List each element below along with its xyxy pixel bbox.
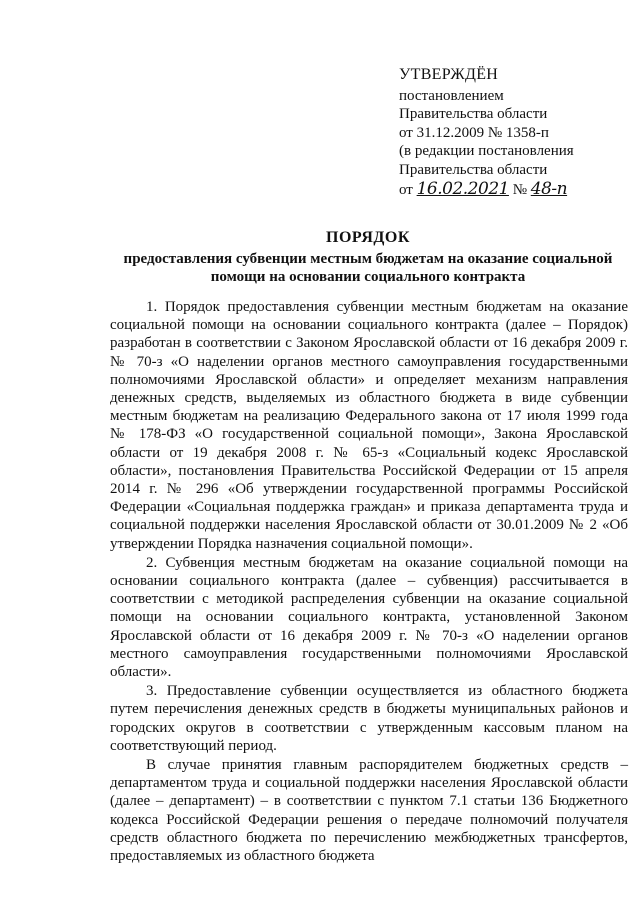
paragraph: 2. Субвенция местным бюджетам на оказание социальной помощи на основании социального контракта (далее – субвенция) рассчитывается в соответствии с методикой распределения субвенции на оказание социальной помощи на основании социального контракта, установленной Законом Ярославской области от 16 декабря 2009 г. № 70-з «О наделении органов местного самоуправления государственными полномочиями Ярославской области». (110, 554, 628, 681)
approval-line: от 31.12.2009 № 1358-п (399, 124, 549, 141)
document-title: ПОРЯДОК (326, 229, 410, 246)
paragraph: 3. Предоставление субвенции осуществляется из областного бюджета путем перечисления денежных средств в бюджеты муниципальных районов и городских округов в соответствии с утвержденным кассовым планом на соответствующий период. (110, 683, 628, 754)
paragraph: 1. Порядок предоставления субвенции местным бюджетам на оказание социальной помощи на основании социального контракта (далее – Порядок) разработан в соответствии с Законом Ярославской области от 16 декабря 2009 г. № 70-з «О наделении органов местного самоуправления государственными полномочиями Ярославской области» и определяет механизм направления денежных средств, выделяемых из областного бюджета в виде субвенции местным бюджетам на реализацию Федерального закона от 17 июля 1999 года № 178-ФЗ «О государственной социальной помощи», Закона Ярославской области от 19 декабря 2008 г. № 65-з «Социальный кодекс Ярославской области», постановления Правительства Российской Федерации от 15 апреля 2014 г. № 296 «Об утверждении государственной программы Российской Федерации «Социальная поддержка граждан» и приказа департамента труда и социальной поддержки населения Ярославской области от 30.01.2009 № 2 «Об утверждении Порядка назначения социальной помощи». (110, 299, 628, 552)
approval-line: Правительства области (399, 106, 548, 123)
approval-stamp (399, 66, 574, 199)
handwritten-number: 48-п (530, 178, 568, 199)
handwritten-date: 16.02.2021 (416, 178, 509, 199)
number-sign: № (512, 181, 528, 198)
document-subtitle: предоставления субвенции местным бюджетам на оказание социальной помощи на основании социального контракта (123, 251, 613, 285)
document-body (110, 298, 628, 865)
paragraph: В случае принятия главным распорядителем бюджетных средств – департаментом труда и социальной поддержки населения Ярославской области (далее – департамент) – в соответствии с пунктом 7.1 статьи 136 Бюджетного кодекса Российской Федерации решения о передаче полномочий получателя средств областного бюджета по перечислению межбюджетных трансфертов, предоставляемых из областного бюджета (110, 757, 628, 865)
approval-line: (в редакции постановления (399, 143, 574, 160)
approval-date-line (399, 180, 574, 200)
approval-from-prefix: от (399, 181, 413, 198)
approval-line: Правительства области (399, 161, 548, 178)
approval-heading: УТВЕРЖДЁН (399, 66, 499, 83)
approval-line: постановлением (399, 87, 504, 104)
